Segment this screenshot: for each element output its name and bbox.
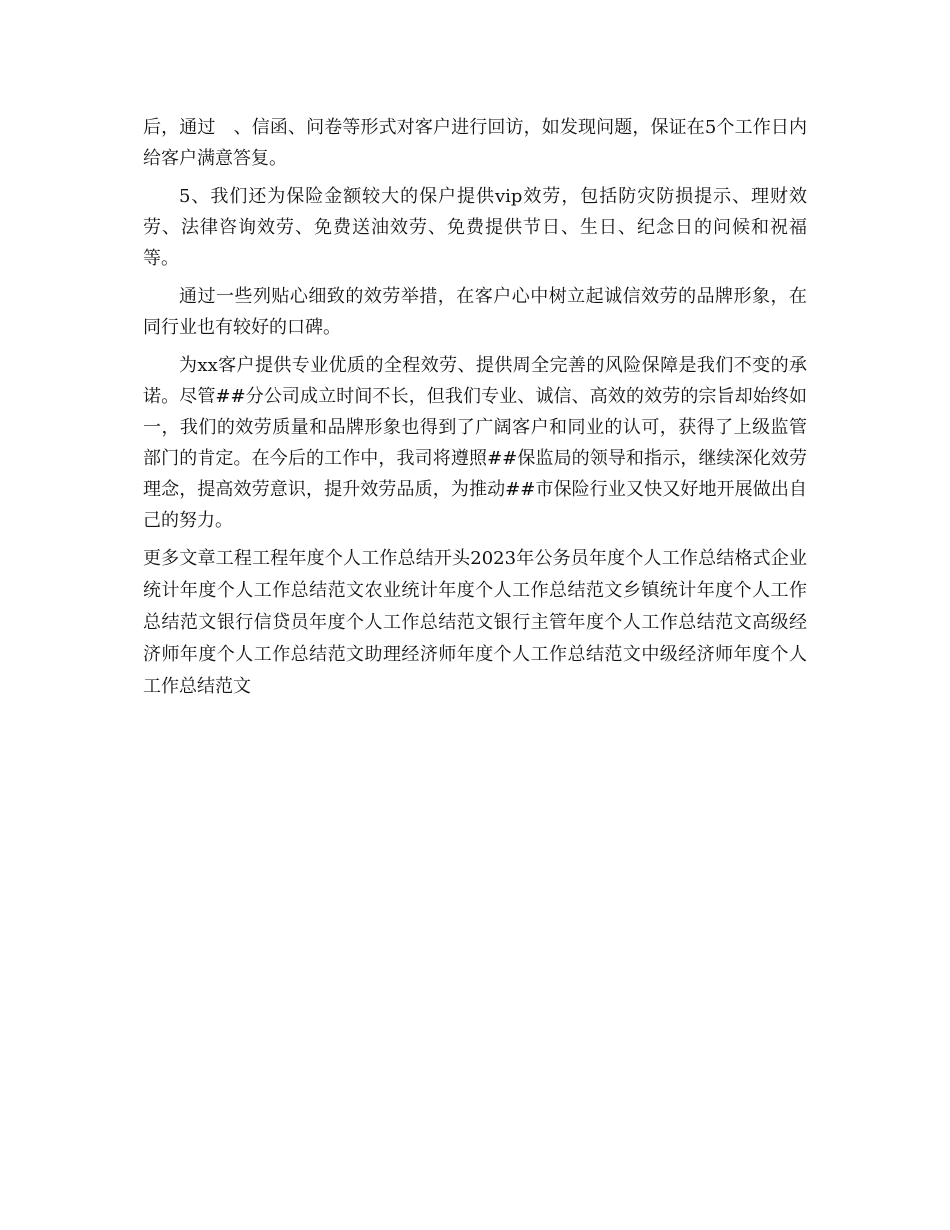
- document-body: [143, 112, 807, 703]
- paragraph-callback: 后，通过 、信函、问卷等形式对客户进行回访，如发现问题，保证在5个工作日内给客户满意答复。: [143, 117, 807, 169]
- more-articles-list: 更多文章工程工程年度个人工作总结开头2023年公务员年度个人工作总结格式企业统计年度个人工作总结范文农业统计年度个人工作总结范文乡镇统计年度个人工作总结范文银行信贷员年度个人工作总结范文银行主管年度个人工作总结范文高级经济师年度个人工作总结范文助理经济师年度个人工作总结范文中级经济师年度个人工作总结范文: [143, 548, 807, 697]
- paragraph-commitment: 为xx客户提供专业优质的全程效劳、提供周全完善的风险保障是我们不变的承诺。尽管##分公司成立时间不长，但我们专业、诚信、高效的效劳的宗旨却始终如一，我们的效劳质量和品牌形象也得到了广阔客户和同业的认可，获得了上级监管部门的肯定。在今后的工作中，我司将遵照##保监局的领导和指示，继续深化效劳理念，提高效劳意识，提升效劳品质，为推动##市保险行业又快又好地开展做出自己的努力。: [143, 355, 807, 531]
- paragraph-vip-service: 5、我们还为保险金额较大的保户提供vip效劳，包括防灾防损提示、理财效劳、法律咨询效劳、免费送油效劳、免费提供节日、生日、纪念日的问候和祝福等。: [143, 186, 807, 269]
- paragraph-brand-image: 通过一些列贴心细致的效劳举措，在客户心中树立起诚信效劳的品牌形象，在同行业也有较好的口碑。: [143, 286, 807, 338]
